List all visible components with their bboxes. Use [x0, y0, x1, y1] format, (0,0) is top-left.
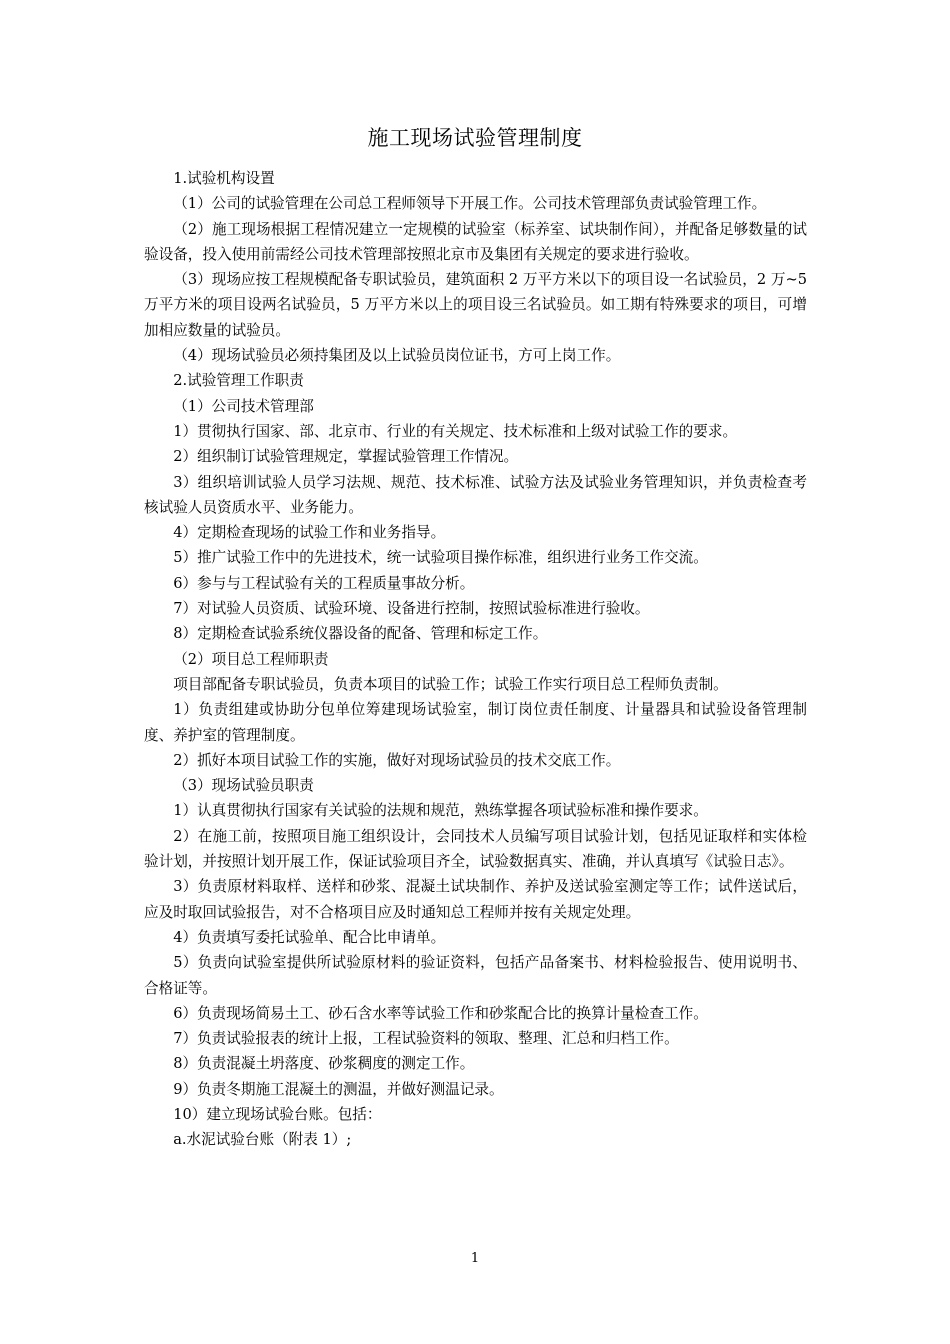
paragraph: 1）负责组建或协助分包单位筹建现场试验室，制订岗位责任制度、计量器具和试验设备管理制度、养护室的管理制度。: [144, 701, 807, 744]
paragraph: 2）在施工前，按照项目施工组织设计，会同技术人员编写项目试验计划，包括见证取样和实体检验计划，并按照计划开展工作，保证试验项目齐全，试验数据真实、准确，并认真填写《试验日志》。: [144, 827, 807, 871]
paragraph: 6）负责现场简易土工、砂石含水率等试验工作和砂浆配合比的换算计量检查工作。: [173, 1004, 708, 1022]
paragraph: （3）现场试验员职责: [173, 777, 314, 795]
document-body: [144, 166, 807, 1153]
paragraph: 4）定期检查现场的试验工作和业务指导。: [173, 524, 446, 542]
paragraph: （1）公司技术管理部: [173, 397, 314, 415]
paragraph: （1）公司的试验管理在公司总工程师领导下开展工作。公司技术管理部负责试验管理工作。: [173, 195, 767, 213]
paragraph: 3）组织培训试验人员学习法规、规范、技术标准、试验方法及试验业务管理知识，并负责检查考核试验人员资质水平、业务能力。: [144, 473, 807, 516]
paragraph: 1）贯彻执行国家、部、北京市、行业的有关规定、技术标准和上级对试验工作的要求。: [173, 422, 738, 440]
paragraph: 9）负责冬期施工混凝土的测温，并做好测温记录。: [173, 1080, 504, 1098]
paragraph: 2.试验管理工作职责: [173, 372, 304, 390]
paragraph: （4）现场试验员必须持集团及以上试验员岗位证书，方可上岗工作。: [173, 347, 621, 365]
paragraph: （2）项目总工程师职责: [173, 650, 329, 668]
paragraph: 7）对试验人员资质、试验环境、设备进行控制，按照试验标准进行验收。: [173, 600, 650, 618]
paragraph: 项目部配备专职试验员，负责本项目的试验工作；试验工作实行项目总工程师负责制。: [173, 675, 728, 693]
paragraph: 5）推广试验工作中的先进技术，统一试验项目操作标准，组织进行业务工作交流。: [173, 549, 708, 567]
paragraph: （3）现场应按工程规模配备专职试验员，建筑面积 2 万平方米以下的项目设一名试验员，2 万~5 万平方米的项目设两名试验员，5 万平方米以上的项目设三名试验员。如工期有特殊要求的项目，可增加相应数量的试验员。: [144, 271, 807, 339]
paragraph: 10）建立现场试验台账。包括：: [173, 1105, 382, 1123]
document-title: 施工现场试验管理制度: [367, 126, 583, 150]
paragraph: 1.试验机构设置: [173, 170, 275, 187]
paragraph: 3）负责原材料取样、送样和砂浆、混凝土试块制作、养护及送试验室测定等工作；试件送试后，应及时取回试验报告，对不合格项目应及时通知总工程师并按有关规定处理。: [144, 878, 807, 921]
paragraph: 1）认真贯彻执行国家有关试验的法规和规范，熟练掌握各项试验标准和操作要求。: [173, 802, 708, 820]
paragraph: a.水泥试验台账（附表 1）;: [173, 1131, 352, 1149]
page-number: 1: [470, 1251, 480, 1266]
paragraph: 2）组织制订试验管理规定，掌握试验管理工作情况。: [173, 448, 519, 466]
paragraph: 4）负责填写委托试验单、配合比申请单。: [173, 928, 446, 946]
paragraph: 8）负责混凝土坍落度、砂浆稠度的测定工作。: [173, 1055, 475, 1073]
paragraph: 5）负责向试验室提供所试验原材料的验证资料，包括产品备案书、材料检验报告、使用说明书、合格证等。: [144, 954, 807, 997]
paragraph: 2）抓好本项目试验工作的实施，做好对现场试验员的技术交底工作。: [173, 751, 621, 769]
paragraph: （2）施工现场根据工程情况建立一定规模的试验室（标养室、试块制作间），并配备足够数量的试验设备，投入使用前需经公司技术管理部按照北京市及集团有关规定的要求进行验收。: [144, 220, 807, 263]
paragraph: 8）定期检查试验系统仪器设备的配备、管理和标定工作。: [173, 625, 548, 643]
paragraph: 6）参与与工程试验有关的工程质量事故分析。: [173, 574, 475, 592]
paragraph: 7）负责试验报表的统计上报，工程试验资料的领取、整理、汇总和归档工作。: [173, 1030, 679, 1048]
